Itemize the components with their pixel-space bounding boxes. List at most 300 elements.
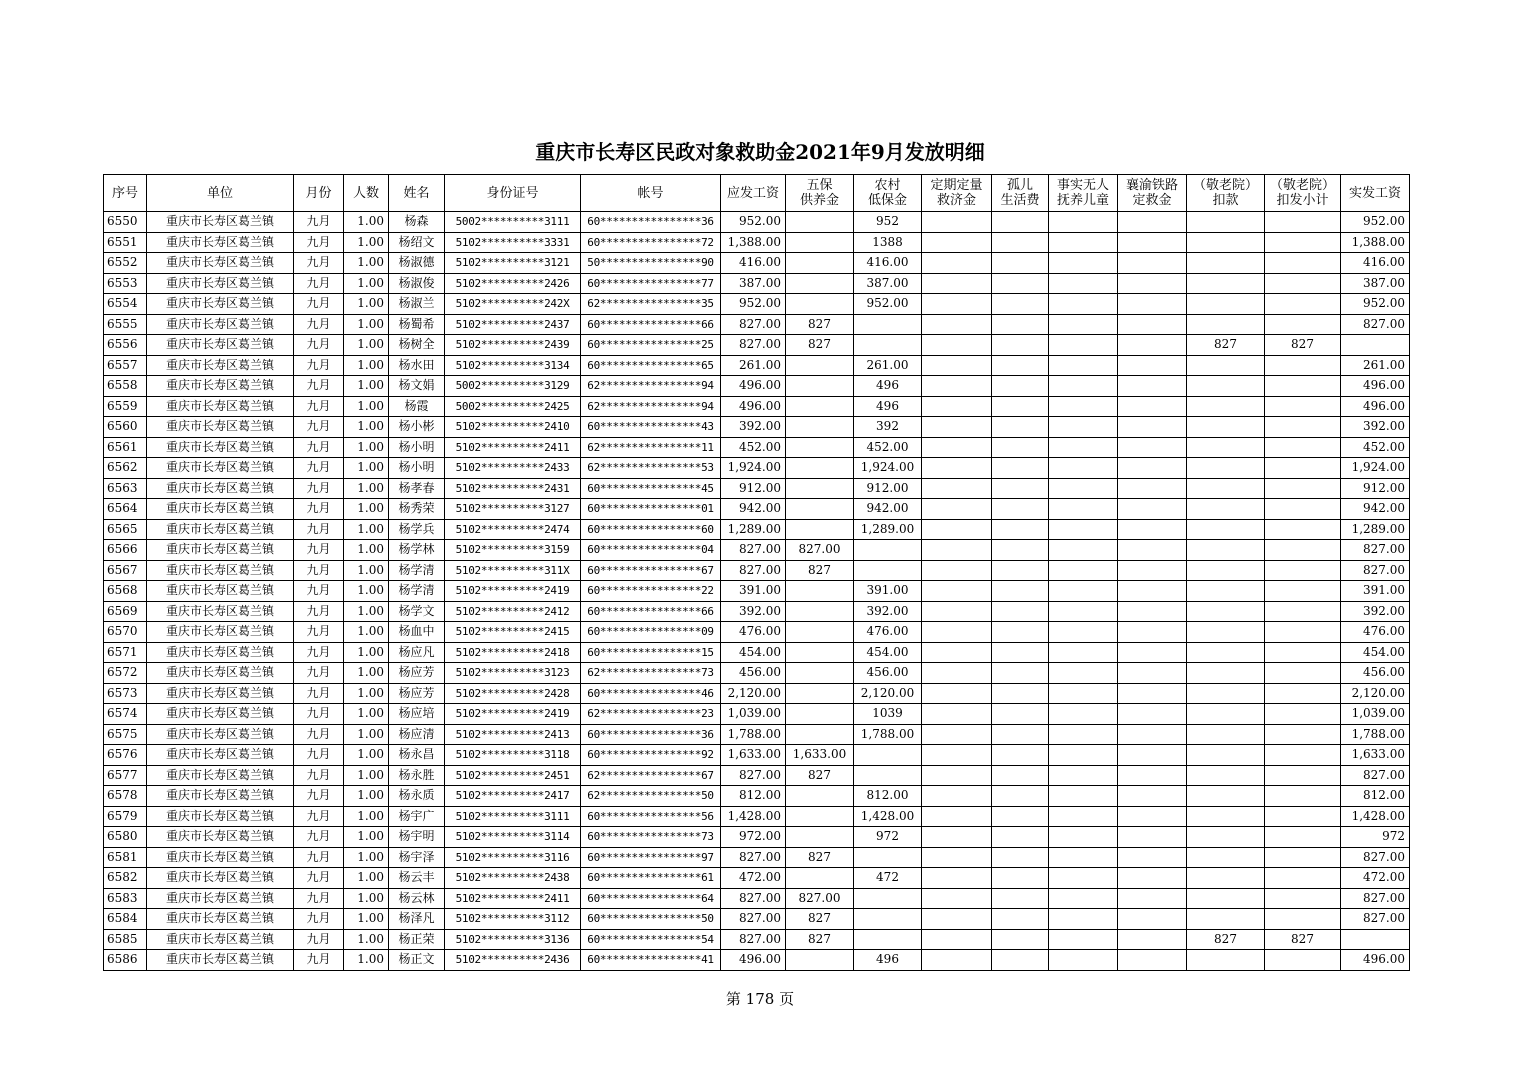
table-cell (1049, 827, 1118, 848)
table-cell: 392 (854, 417, 922, 438)
table-cell: 杨泽凡 (389, 909, 445, 930)
table-cell: 1.00 (344, 642, 389, 663)
table-cell: 60****************41 (581, 950, 721, 971)
table-cell: 952.00 (854, 294, 922, 315)
table-cell (992, 560, 1049, 581)
table-cell: 九月 (294, 294, 344, 315)
table-cell: 重庆市长寿区葛兰镇 (147, 888, 294, 909)
table-cell: 812.00 (1341, 786, 1410, 807)
table-cell (922, 950, 992, 971)
table-row (104, 909, 1410, 930)
table-cell: 1.00 (344, 519, 389, 540)
table-cell: 1,788.00 (854, 724, 922, 745)
table-cell: 62****************53 (581, 458, 721, 479)
table-cell: 416.00 (854, 253, 922, 274)
table-cell: 1,388.00 (721, 232, 786, 253)
table-cell: 九月 (294, 827, 344, 848)
table-cell (786, 253, 854, 274)
table-cell (1265, 909, 1341, 930)
table-cell: 6577 (104, 765, 147, 786)
table-cell (1265, 396, 1341, 417)
table-cell (786, 704, 854, 725)
table-cell (992, 950, 1049, 971)
table-cell: 912.00 (1341, 478, 1410, 499)
table-cell: 重庆市长寿区葛兰镇 (147, 417, 294, 438)
table-cell (1118, 519, 1187, 540)
table-cell (1118, 458, 1187, 479)
table-cell: 1.00 (344, 601, 389, 622)
table-cell (1118, 929, 1187, 950)
table-cell: 九月 (294, 847, 344, 868)
column-header: 人数 (344, 175, 389, 212)
table-cell (922, 929, 992, 950)
table-cell: 827 (786, 929, 854, 950)
table-cell: 1,924.00 (854, 458, 922, 479)
table-cell: 62****************94 (581, 396, 721, 417)
table-cell (1265, 478, 1341, 499)
table-cell (786, 683, 854, 704)
table-cell: 827.00 (1341, 847, 1410, 868)
table-cell: 827.00 (721, 847, 786, 868)
column-header: 实发工资 (1341, 175, 1410, 212)
table-cell: 九月 (294, 540, 344, 561)
table-cell: 5102**********3331 (445, 232, 581, 253)
table-cell: 九月 (294, 355, 344, 376)
column-header: 身份证号 (445, 175, 581, 212)
table-cell: 杨孝春 (389, 478, 445, 499)
table-cell: 杨小明 (389, 437, 445, 458)
table-cell: 827.00 (721, 560, 786, 581)
table-cell (1118, 868, 1187, 889)
table-cell (992, 868, 1049, 889)
table-cell (1118, 765, 1187, 786)
table-cell (922, 396, 992, 417)
table-cell: 1.00 (344, 888, 389, 909)
table-cell: 60****************72 (581, 232, 721, 253)
table-row (104, 519, 1410, 540)
table-cell (992, 417, 1049, 438)
table-cell: 1.00 (344, 478, 389, 499)
table-cell: 1,633.00 (786, 745, 854, 766)
table-cell (1265, 540, 1341, 561)
table-row (104, 560, 1410, 581)
table-cell: 杨云林 (389, 888, 445, 909)
table-cell (992, 642, 1049, 663)
table-cell: 496.00 (721, 950, 786, 971)
table-cell: 827.00 (1341, 540, 1410, 561)
table-cell (1187, 540, 1265, 561)
table-cell: 827 (1187, 929, 1265, 950)
table-cell: 杨学兵 (389, 519, 445, 540)
table-cell: 杨森 (389, 212, 445, 233)
table-cell (992, 704, 1049, 725)
table-cell (922, 601, 992, 622)
table-cell: 1388 (854, 232, 922, 253)
table-cell: 1.00 (344, 663, 389, 684)
table-cell: 454.00 (721, 642, 786, 663)
table-cell (1187, 499, 1265, 520)
table-cell (1187, 314, 1265, 335)
table-cell: 杨蜀希 (389, 314, 445, 335)
table-cell: 452.00 (854, 437, 922, 458)
table-cell (1187, 847, 1265, 868)
table-cell: 重庆市长寿区葛兰镇 (147, 601, 294, 622)
table-cell: 60****************65 (581, 355, 721, 376)
table-cell: 重庆市长寿区葛兰镇 (147, 478, 294, 499)
table-cell: 杨永质 (389, 786, 445, 807)
table-cell (1049, 786, 1118, 807)
table-cell: 1.00 (344, 294, 389, 315)
table-cell (1265, 888, 1341, 909)
table-cell: 952 (854, 212, 922, 233)
table-cell (922, 458, 992, 479)
table-cell: 1,388.00 (1341, 232, 1410, 253)
table-cell (1118, 232, 1187, 253)
column-header: 五保 供养金 (786, 175, 854, 212)
table-cell (1118, 560, 1187, 581)
table-cell: 952.00 (721, 212, 786, 233)
table-cell: 杨永胜 (389, 765, 445, 786)
table-cell (786, 786, 854, 807)
table-cell: 5102**********2411 (445, 888, 581, 909)
table-cell: 重庆市长寿区葛兰镇 (147, 663, 294, 684)
table-cell (922, 273, 992, 294)
table-cell: 454.00 (854, 642, 922, 663)
table-cell: 5102**********311X (445, 560, 581, 581)
table-cell: 472.00 (721, 868, 786, 889)
table-row (104, 273, 1410, 294)
table-cell (854, 765, 922, 786)
table-cell: 62****************23 (581, 704, 721, 725)
table-cell: 5102**********3136 (445, 929, 581, 950)
table-cell: 60****************56 (581, 806, 721, 827)
table-cell: 杨应培 (389, 704, 445, 725)
table-row (104, 314, 1410, 335)
table-cell: 5102**********2417 (445, 786, 581, 807)
table-cell: 6569 (104, 601, 147, 622)
table-row (104, 888, 1410, 909)
table-cell: 1.00 (344, 765, 389, 786)
table-cell: 重庆市长寿区葛兰镇 (147, 581, 294, 602)
table-cell (992, 478, 1049, 499)
table-cell: 2,120.00 (721, 683, 786, 704)
table-cell: 重庆市长寿区葛兰镇 (147, 909, 294, 930)
table-cell (922, 642, 992, 663)
table-cell: 5102**********2412 (445, 601, 581, 622)
table-cell (1049, 294, 1118, 315)
table-cell (992, 519, 1049, 540)
table-cell: 50****************90 (581, 253, 721, 274)
column-header: （敬老院） 扣发小计 (1265, 175, 1341, 212)
table-cell: 827.00 (1341, 765, 1410, 786)
table-cell: 九月 (294, 458, 344, 479)
table-cell (1049, 335, 1118, 356)
table-cell: 60****************67 (581, 560, 721, 581)
table-row (104, 376, 1410, 397)
table-cell: 812.00 (854, 786, 922, 807)
table-cell (1265, 745, 1341, 766)
table-cell (922, 909, 992, 930)
table-cell (922, 294, 992, 315)
table-cell: 6570 (104, 622, 147, 643)
table-cell: 1,428.00 (1341, 806, 1410, 827)
table-cell: 九月 (294, 704, 344, 725)
table-cell (1265, 519, 1341, 540)
table-cell: 九月 (294, 745, 344, 766)
table-cell: 九月 (294, 560, 344, 581)
table-cell (1187, 212, 1265, 233)
table-cell (1187, 909, 1265, 930)
table-cell: 九月 (294, 499, 344, 520)
table-cell (992, 622, 1049, 643)
table-cell (1049, 499, 1118, 520)
table-cell (1265, 724, 1341, 745)
table-cell: 261.00 (854, 355, 922, 376)
table-cell (1265, 806, 1341, 827)
table-cell: 6579 (104, 806, 147, 827)
table-cell: 452.00 (1341, 437, 1410, 458)
table-cell: 5102**********3127 (445, 499, 581, 520)
column-header: 月份 (294, 175, 344, 212)
table-cell: 重庆市长寿区葛兰镇 (147, 294, 294, 315)
table-row (104, 950, 1410, 971)
table-cell: 6586 (104, 950, 147, 971)
table-cell: 912.00 (721, 478, 786, 499)
table-cell: 九月 (294, 478, 344, 499)
table-cell: 60****************50 (581, 909, 721, 930)
table-cell: 60****************66 (581, 601, 721, 622)
table-cell (922, 232, 992, 253)
table-cell: 416.00 (1341, 253, 1410, 274)
table-cell: 重庆市长寿区葛兰镇 (147, 355, 294, 376)
table-cell (1187, 765, 1265, 786)
table-row (104, 335, 1410, 356)
table-cell (1118, 314, 1187, 335)
table-cell (1187, 663, 1265, 684)
table-cell: 827.00 (786, 540, 854, 561)
table-cell: 496 (854, 396, 922, 417)
table-cell (1049, 355, 1118, 376)
table-cell (1265, 765, 1341, 786)
table-cell: 九月 (294, 806, 344, 827)
table-cell: 6576 (104, 745, 147, 766)
table-cell: 5002**********3129 (445, 376, 581, 397)
table-cell (786, 663, 854, 684)
table-cell (922, 212, 992, 233)
table-cell (992, 786, 1049, 807)
table-cell (1187, 622, 1265, 643)
table-cell: 392.00 (721, 417, 786, 438)
table-cell: 5102**********2419 (445, 704, 581, 725)
table-cell (786, 827, 854, 848)
table-cell (1049, 232, 1118, 253)
table-cell: 重庆市长寿区葛兰镇 (147, 376, 294, 397)
table-cell (786, 499, 854, 520)
table-cell: 5102**********3111 (445, 806, 581, 827)
column-header: 定期定量 救济金 (922, 175, 992, 212)
table-cell (786, 273, 854, 294)
table-cell: 5102**********3116 (445, 847, 581, 868)
table-cell (1187, 376, 1265, 397)
table-cell (922, 540, 992, 561)
table-cell (992, 929, 1049, 950)
table-cell (922, 581, 992, 602)
table-row (104, 417, 1410, 438)
table-cell: 杨小明 (389, 458, 445, 479)
table-row (104, 458, 1410, 479)
table-cell (1049, 560, 1118, 581)
table-cell (1118, 601, 1187, 622)
table-cell: 6552 (104, 253, 147, 274)
table-cell (1118, 888, 1187, 909)
table-cell: 九月 (294, 786, 344, 807)
table-cell: 827 (786, 314, 854, 335)
table-cell: 6565 (104, 519, 147, 540)
table-cell (1265, 950, 1341, 971)
table-cell: 60****************36 (581, 212, 721, 233)
table-cell (1341, 335, 1410, 356)
table-cell: 392.00 (854, 601, 922, 622)
table-cell: 重庆市长寿区葛兰镇 (147, 212, 294, 233)
relief-fund-table (103, 174, 1410, 971)
table-cell (992, 663, 1049, 684)
table-cell: 6581 (104, 847, 147, 868)
table-cell (1049, 540, 1118, 561)
table-cell: 1.00 (344, 314, 389, 335)
table-cell (786, 642, 854, 663)
table-cell: 重庆市长寿区葛兰镇 (147, 929, 294, 950)
table-cell: 重庆市长寿区葛兰镇 (147, 622, 294, 643)
table-cell: 6559 (104, 396, 147, 417)
table-cell (786, 868, 854, 889)
table-cell: 九月 (294, 683, 344, 704)
table-row (104, 294, 1410, 315)
table-cell: 391.00 (1341, 581, 1410, 602)
table-cell (854, 888, 922, 909)
table-cell (1265, 417, 1341, 438)
table-cell: 6554 (104, 294, 147, 315)
table-cell: 杨正文 (389, 950, 445, 971)
table-cell: 重庆市长寿区葛兰镇 (147, 519, 294, 540)
table-cell: 5102**********2426 (445, 273, 581, 294)
table-cell: 杨水田 (389, 355, 445, 376)
table-cell: 456.00 (721, 663, 786, 684)
table-cell (1265, 683, 1341, 704)
table-cell: 952.00 (1341, 294, 1410, 315)
table-cell (854, 847, 922, 868)
table-cell: 5102**********3123 (445, 663, 581, 684)
table-cell: 6571 (104, 642, 147, 663)
table-cell: 九月 (294, 417, 344, 438)
table-cell: 261.00 (721, 355, 786, 376)
table-cell: 九月 (294, 212, 344, 233)
table-cell (922, 437, 992, 458)
table-cell (992, 253, 1049, 274)
table-cell (786, 396, 854, 417)
table-cell (1118, 273, 1187, 294)
table-cell: 827.00 (1341, 314, 1410, 335)
table-cell: 1,428.00 (854, 806, 922, 827)
table-cell (1049, 765, 1118, 786)
table-cell: 杨正荣 (389, 929, 445, 950)
table-cell (786, 458, 854, 479)
table-cell (786, 294, 854, 315)
table-cell: 1,289.00 (721, 519, 786, 540)
table-cell: 827 (786, 335, 854, 356)
table-cell: 6584 (104, 909, 147, 930)
table-cell (992, 724, 1049, 745)
table-cell: 496.00 (1341, 376, 1410, 397)
table-cell: 1.00 (344, 376, 389, 397)
table-cell: 60****************22 (581, 581, 721, 602)
table-cell (1049, 478, 1118, 499)
table-cell: 九月 (294, 765, 344, 786)
table-cell (1187, 560, 1265, 581)
table-cell: 杨应芳 (389, 683, 445, 704)
table-cell (922, 355, 992, 376)
table-cell: 重庆市长寿区葛兰镇 (147, 786, 294, 807)
table-cell: 1.00 (344, 724, 389, 745)
table-row (104, 663, 1410, 684)
table-cell: 496.00 (721, 376, 786, 397)
table-cell: 1.00 (344, 437, 389, 458)
table-cell: 60****************36 (581, 724, 721, 745)
table-cell: 827 (786, 847, 854, 868)
table-cell: 472 (854, 868, 922, 889)
table-cell (1187, 950, 1265, 971)
table-cell: 60****************77 (581, 273, 721, 294)
table-cell: 重庆市长寿区葛兰镇 (147, 724, 294, 745)
table-cell (922, 519, 992, 540)
table-cell: 杨淑俊 (389, 273, 445, 294)
table-cell: 827 (786, 765, 854, 786)
table-cell: 重庆市长寿区葛兰镇 (147, 540, 294, 561)
table-cell (1118, 806, 1187, 827)
table-cell (922, 786, 992, 807)
table-cell: 827 (1265, 929, 1341, 950)
table-cell (1049, 642, 1118, 663)
table-cell: 重庆市长寿区葛兰镇 (147, 847, 294, 868)
table-cell: 6572 (104, 663, 147, 684)
table-cell: 1039 (854, 704, 922, 725)
table-row (104, 355, 1410, 376)
table-cell (786, 806, 854, 827)
table-cell (1118, 417, 1187, 438)
table-header (104, 175, 1410, 212)
table-cell: 重庆市长寿区葛兰镇 (147, 765, 294, 786)
table-cell (786, 212, 854, 233)
table-cell (786, 519, 854, 540)
table-cell: 62****************35 (581, 294, 721, 315)
table-cell: 6574 (104, 704, 147, 725)
table-cell: 九月 (294, 376, 344, 397)
table-cell (1187, 478, 1265, 499)
table-cell (1187, 273, 1265, 294)
table-cell (992, 355, 1049, 376)
table-row (104, 437, 1410, 458)
table-cell: 1.00 (344, 745, 389, 766)
table-cell (1049, 437, 1118, 458)
table-cell (1265, 232, 1341, 253)
table-cell: 6557 (104, 355, 147, 376)
table-cell (922, 745, 992, 766)
table-cell: 1.00 (344, 827, 389, 848)
table-cell (1187, 745, 1265, 766)
table-cell: 5102**********3118 (445, 745, 581, 766)
table-cell (992, 540, 1049, 561)
table-row (104, 396, 1410, 417)
table-cell: 九月 (294, 622, 344, 643)
